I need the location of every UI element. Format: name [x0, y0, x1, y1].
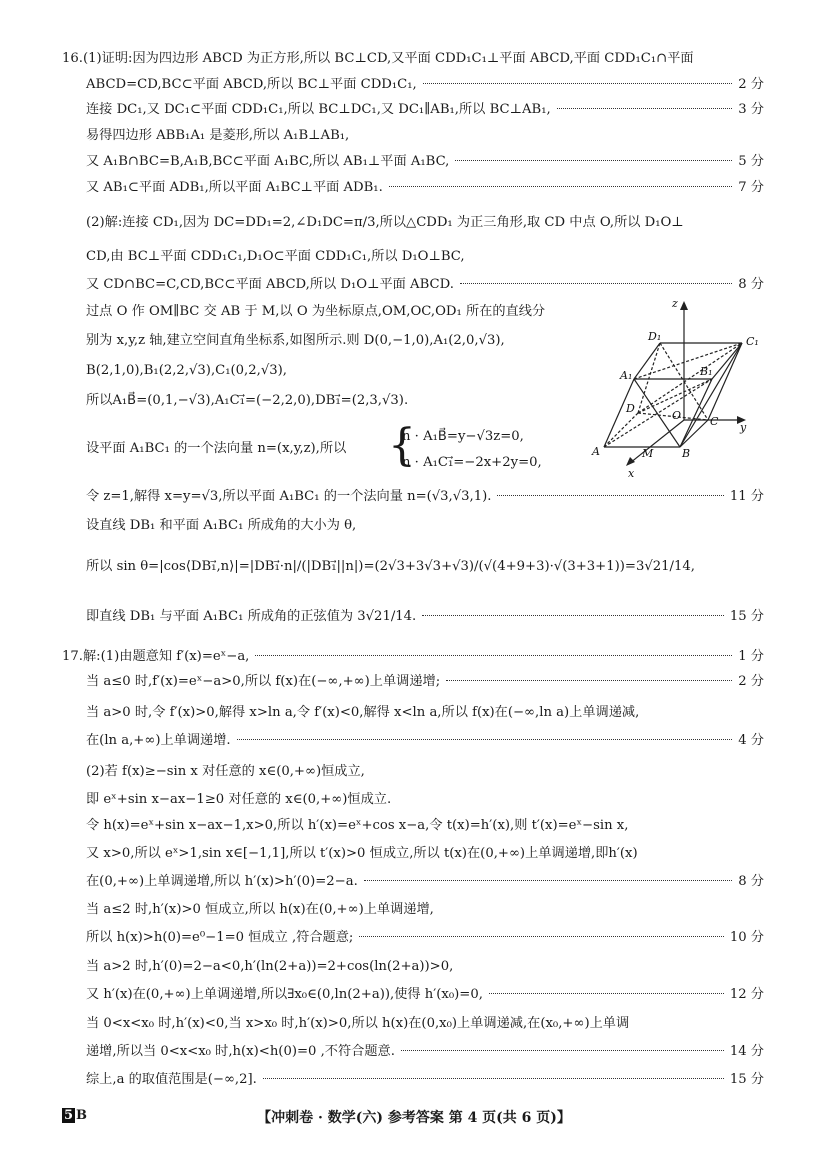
z-arrow-icon: [680, 301, 688, 310]
leader-dots: [460, 283, 732, 284]
leader-dots: [359, 936, 723, 937]
leader-dots: [237, 739, 733, 740]
q16-p2-line-5: 别为 x,y,z 轴,建立空间直角坐标系,如图所示.则 D(0,−1,0),A₁(2,0,√3),: [86, 333, 505, 348]
score-label: 1 分: [738, 649, 764, 664]
score-label: 2 分: [738, 674, 764, 689]
leader-dots: [401, 1050, 724, 1051]
leader-dots: [422, 615, 724, 616]
version-box: 5: [64, 1108, 74, 1123]
q16-p2-line-10: 设直线 DB₁ 和平面 A₁BC₁ 所成角的大小为 θ,: [86, 518, 357, 533]
q17-line-3: 当 a>0 时,令 f′(x)>0,解得 x>ln a,令 f′(x)<0,解得 x<ln a,所以 f(x)在(−∞,ln a)上单调递减,: [86, 705, 640, 720]
page-footer: 【冲刺卷 · 数学(六) 参考答案 第 4 页(共 6 页)】: [257, 1110, 571, 1126]
label-a: A: [592, 445, 600, 458]
system-eq-2: n · A₁C₁⃗=−2x+2y=0,: [402, 455, 542, 470]
leader-dots: [364, 880, 732, 881]
q16-line-5: 又 A₁B∩BC=B,A₁B,BC⊂平面 A₁BC,所以 AB₁⊥平面 A₁BC, 5 分: [86, 154, 764, 169]
q16-p2-line-1: (2)解:连接 CD₁,因为 DC=DD₁=2,∠D₁DC=π/3,所以△CDD₁ 为正三角形,取 CD 中点 O,所以 D₁O⊥: [86, 215, 684, 230]
edge-ad: [604, 413, 638, 447]
label-b: B: [682, 447, 691, 460]
q17-line-16: 综上,a 的取值范围是(−∞,2]. 15 分: [86, 1072, 764, 1087]
leader-dots: [455, 160, 732, 161]
left-brace-icon: {: [388, 420, 416, 471]
score-label: 15 分: [729, 609, 764, 624]
label-z: z: [672, 297, 678, 310]
q17-line-13: 又 h′(x)在(0,+∞)上单调递增,所以∃x₀∈(0,ln(2+a)),使得 h′(x₀)=0, 12 分: [86, 987, 764, 1002]
label-o: O: [672, 409, 682, 422]
version-letter: B: [76, 1108, 88, 1123]
edge-d1a1: [634, 343, 660, 379]
score-label: 8 分: [738, 874, 764, 889]
score-label: 14 分: [729, 1044, 764, 1059]
label-x: x: [628, 467, 635, 480]
label-d1: D₁: [648, 330, 662, 343]
q17-line-7: 令 h(x)=eˣ+sin x−ax−1,x>0,所以 h′(x)=eˣ+cos x−a,令 t(x)=h′(x),则 t′(x)=eˣ−sin x,: [86, 818, 629, 833]
score-label: 4 分: [738, 733, 764, 748]
leader-dots: [446, 680, 732, 681]
x-arrow-icon: [626, 457, 635, 466]
system-eq-1: n · A₁B⃗=y−√3z=0,: [402, 429, 524, 444]
q17-line-11: 所以 h(x)>h(0)=e⁰−1=0 恒成立 ,符合题意; 10 分: [86, 930, 764, 945]
leader-dots: [263, 1078, 724, 1079]
q16-line-3: 连接 DC₁,又 DC₁⊂平面 CDD₁C₁,所以 BC⊥DC₁,又 DC₁∥AB₁,所以 BC⊥AB₁, 3 分: [86, 102, 764, 117]
q16-line-6: 又 AB₁⊂平面 ADB₁,所以平面 A₁BC⊥平面 ADB₁. 7 分: [86, 180, 764, 195]
label-a1: A₁: [620, 369, 633, 382]
score-label: 7 分: [738, 180, 764, 195]
score-label: 12 分: [729, 987, 764, 1002]
leader-dots: [489, 993, 724, 994]
label-b1: B₁: [700, 365, 713, 378]
label-m: M: [642, 447, 654, 460]
q17-line-10: 当 a≤2 时,h′(x)>0 恒成立,所以 h(x)在(0,+∞)上单调递增,: [86, 902, 434, 917]
q16-p2-line-2: CD,由 BC⊥平面 CDD₁C₁,D₁O⊂平面 CDD₁C₁,所以 D₁O⊥BC,: [86, 249, 465, 264]
normal-vector-system: [388, 420, 578, 474]
edge-cc1: [708, 343, 742, 420]
leader-dots: [255, 655, 732, 656]
q16-line-4: 易得四边形 ABB₁A₁ 是菱形,所以 A₁B⊥AB₁,: [86, 128, 350, 143]
q17-line-8: 又 x>0,所以 eˣ>1,sin x∈[−1,1],所以 t′(x)>0 恒成立,所以 t(x)在(0,+∞)上单调递增,即h′(x): [86, 846, 638, 861]
q17-line-1: 17.解:(1)由题意知 f′(x)=eˣ−a, 1 分: [62, 649, 764, 664]
leader-dots: [557, 108, 733, 109]
score-label: 2 分: [738, 77, 764, 92]
q17-line-15: 递增,所以当 0<x<x₀ 时,h(x)<h(0)=0 ,不符合题意. 14 分: [86, 1044, 764, 1059]
leader-dots: [423, 83, 733, 84]
q16-header: 16.(1)证明:因为四边形 ABCD 为正方形,所以 BC⊥CD,又平面 CDD₁C₁⊥平面 ABCD,平面 CDD₁C₁∩平面: [62, 51, 694, 66]
q17-line-14: 当 0<x<x₀ 时,h′(x)<0,当 x>x₀ 时,h′(x)>0,所以 h(x)在(0,x₀)上单调递减,在(x₀,+∞)上单调: [86, 1016, 630, 1031]
label-c1: C₁: [746, 335, 759, 348]
q17-line-6: 即 eˣ+sin x−ax−1≥0 对任意的 x∈(0,+∞)恒成立.: [86, 792, 392, 807]
score-label: 5 分: [738, 154, 764, 169]
q17-line-2: 当 a≤0 时,f′(x)=eˣ−a>0,所以 f(x)在(−∞,+∞)上单调递增; 2 分: [86, 674, 764, 689]
edge-dd1: [638, 343, 660, 413]
score-label: 8 分: [738, 277, 764, 292]
q16-p2-line-7: 所以A₁B⃗=(0,1,−√3),A₁C₁⃗=(−2,2,0),DB₁⃗=(2,3,√3).: [86, 393, 409, 408]
q16-p2-line-12: 即直线 DB₁ 与平面 A₁BC₁ 所成角的正弦值为 3√21/14. 15 分: [86, 609, 764, 624]
label-y: y: [740, 421, 747, 434]
q16-p2-line-8: 设平面 A₁BC₁ 的一个法向量 n=(x,y,z),所以: [86, 441, 347, 456]
score-label: 11 分: [729, 489, 764, 504]
q17-line-12: 当 a>2 时,h′(0)=2−a<0,h′(ln(2+a))=2+cos(ln(2+a))>0,: [86, 959, 454, 974]
label-c: C: [710, 415, 719, 428]
q16-line-2: ABCD=CD,BC⊂平面 ABCD,所以 BC⊥平面 CDD₁C₁, 2 分: [86, 77, 764, 92]
q17-line-9: 在(0,+∞)上单调递增,所以 h′(x)>h′(0)=2−a. 8 分: [86, 874, 764, 889]
q16-p2-line-11: 所以 sin θ=|cos⟨DB₁⃗,n⟩|=|DB₁⃗·n|/(|DB₁⃗||n|)=(2√3+3√3+√3)/(√(4+9+3)·√(3+3+1))=3√21/14,: [86, 559, 695, 574]
leader-dots: [497, 495, 723, 496]
edge-bb1: [680, 379, 712, 447]
q17-line-4: 在(ln a,+∞)上单调递增. 4 分: [86, 733, 764, 748]
q16-p2-line-3: 又 CD∩BC=C,CD,BC⊂平面 ABCD,所以 D₁O⊥平面 ABCD. 8 分: [86, 277, 764, 292]
q17-line-5: (2)若 f(x)≥−sin x 对任意的 x∈(0,+∞)恒成立,: [86, 764, 365, 779]
score-label: 10 分: [729, 930, 764, 945]
leader-dots: [389, 186, 732, 187]
segment-a1c1: [634, 343, 742, 379]
score-label: 15 分: [729, 1072, 764, 1087]
q16-p2-line-6: B(2,1,0),B₁(2,2,√3),C₁(0,2,√3),: [86, 363, 287, 378]
segment-bc1: [680, 343, 742, 447]
label-d: D: [626, 402, 635, 415]
q16-p2-line-9: 令 z=1,解得 x=y=√3,所以平面 A₁BC₁ 的一个法向量 n=(√3,√3,1). 11 分: [86, 489, 764, 504]
coordinate-prism-figure: [590, 295, 790, 480]
q16-p2-line-4: 过点 O 作 OM∥BC 交 AB 于 M,以 O 为坐标原点,OM,OC,OD₁ 所在的直线分: [86, 304, 546, 319]
score-label: 3 分: [738, 102, 764, 117]
